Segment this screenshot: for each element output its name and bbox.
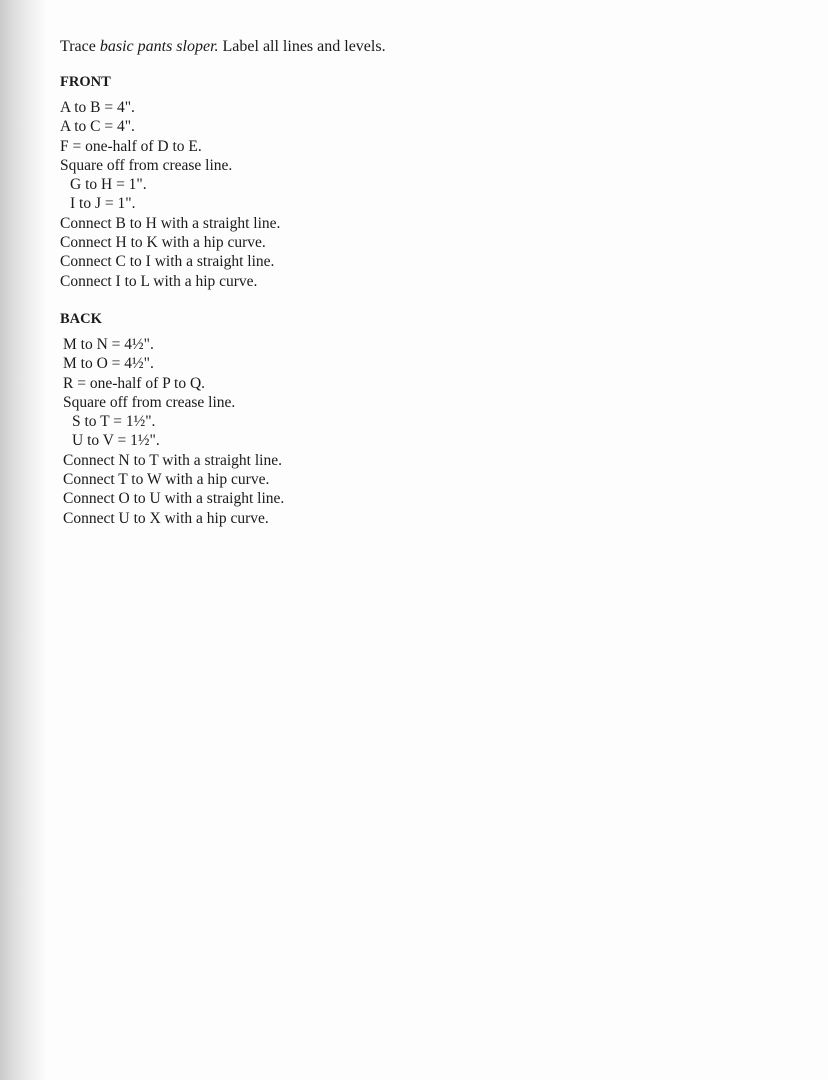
- intro-suffix: Label all lines and levels.: [218, 38, 386, 55]
- front-step: I to J = 1".: [70, 195, 136, 213]
- front-step: Square off from crease line.: [60, 156, 233, 174]
- instructions: [60, 36, 780, 528]
- front-step: Connect C to I with a straight line.: [60, 253, 275, 271]
- front-step: Connect I to L with a hip curve.: [60, 272, 258, 290]
- binding-shadow: [0, 0, 48, 1080]
- front-step: A to C = 4".: [60, 118, 135, 136]
- back-step: M to O = 4½".: [63, 355, 154, 373]
- front-step: F = one-half of D to E.: [60, 137, 202, 155]
- front-step: A to B = 4".: [60, 99, 135, 116]
- back-step: S to T = 1½".: [72, 413, 156, 431]
- back-steps: [60, 335, 780, 528]
- front-step: Connect H to K with a hip curve.: [60, 234, 266, 252]
- back-heading: BACK: [60, 310, 102, 327]
- back-step: Connect U to X with a hip curve.: [63, 509, 269, 527]
- back-step: R = one-half of P to Q.: [63, 374, 206, 392]
- back-step: Connect O to U with a straight line.: [63, 490, 285, 508]
- intro-prefix: Trace: [60, 38, 100, 55]
- back-step: Square off from crease line.: [63, 393, 236, 411]
- front-step: G to H = 1".: [70, 176, 147, 194]
- intro-emphasis: basic pants sloper.: [99, 38, 219, 55]
- front-steps: [60, 98, 780, 291]
- intro-line: [60, 36, 780, 58]
- front-step: Connect B to H with a straight line.: [60, 214, 281, 232]
- front-heading: FRONT: [60, 74, 111, 90]
- back-step: Connect T to W with a hip curve.: [63, 471, 270, 489]
- back-step: M to N = 4½".: [63, 335, 154, 353]
- back-step: Connect N to T with a straight line.: [63, 451, 282, 469]
- back-step: U to V = 1½".: [72, 432, 160, 450]
